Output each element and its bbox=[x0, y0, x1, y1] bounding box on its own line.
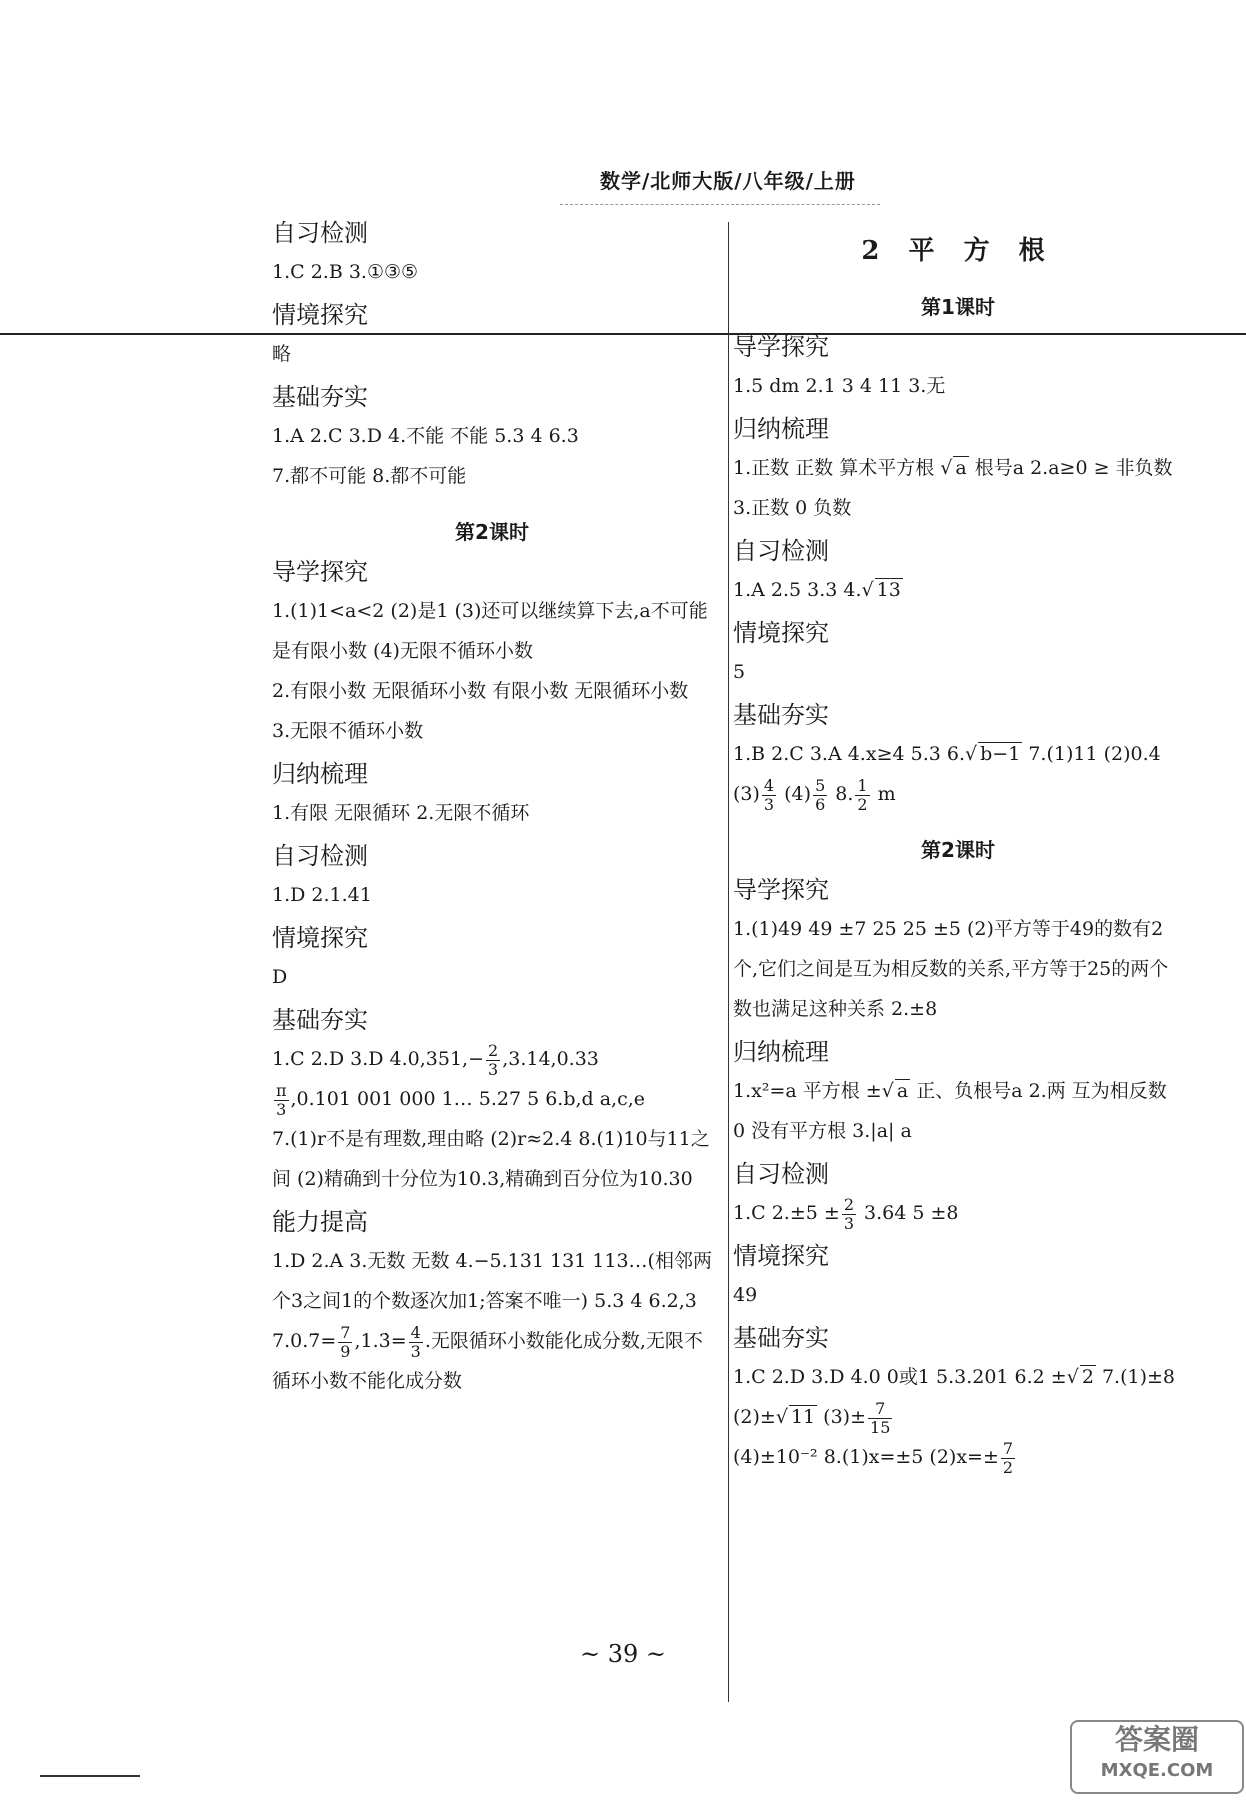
answer-line: 1.(1)1<a<2 (2)是1 (3)还可以继续算下去,a不可能是有限小数 (4)无限不循环小数 bbox=[272, 600, 708, 662]
denominator: 3 bbox=[763, 794, 775, 814]
section-title: 归纳梳理 bbox=[272, 760, 368, 788]
text-run: .无限循环小数能化成分数,无限不循环小数不能化成分数 bbox=[272, 1330, 703, 1392]
text-run: 根号a 2.a≥0 ≥ 非负数 3.正数 0 负数 bbox=[733, 457, 1173, 519]
fraction bbox=[855, 777, 869, 814]
text-run: ,1.3̇= bbox=[354, 1330, 407, 1352]
watermark-url: MXQE.COM bbox=[1100, 1760, 1214, 1781]
text-run: 7.(1)11 (2)0.4 (3) bbox=[733, 743, 1161, 805]
denominator: 3 bbox=[843, 1213, 854, 1233]
text-run: 1.x²=a 平方根 ± bbox=[733, 1080, 882, 1102]
denominator: 3 bbox=[276, 1099, 287, 1119]
denominator: 15 bbox=[870, 1417, 891, 1437]
section-title: 基础夯实 bbox=[272, 383, 368, 411]
text-run: 3.64 5 ±8 bbox=[858, 1202, 959, 1224]
watermark-logo bbox=[1070, 1720, 1244, 1794]
text-run: 1.C 2.±5 ± bbox=[733, 1202, 840, 1224]
right-column bbox=[733, 210, 1183, 1477]
answer-line: 1.x²=a 平方根 ±√ a 正、负根号a 2.两 互为相反数 0 没有平方根 3.|a| a bbox=[733, 1080, 1167, 1142]
section-title: 情境探究 bbox=[272, 301, 368, 329]
section-title: 能力提高 bbox=[272, 1208, 368, 1236]
sqrt-radicand: b−1 bbox=[980, 743, 1021, 765]
numerator: 5 bbox=[815, 775, 826, 795]
chapter-title: 2 平 方 根 bbox=[861, 236, 1055, 266]
text-run: m bbox=[871, 783, 896, 805]
answer-line: 7.(1)r不是有理数,理由略 (2)r≈2.4 8.(1)10与11之间 (2)精确到十分位为10.3,精确到百分位为10.30 bbox=[272, 1128, 710, 1190]
answer-line: 1.D 2.1.41 bbox=[272, 884, 372, 906]
section-title: 基础夯实 bbox=[272, 1006, 368, 1034]
denominator: 2 bbox=[1002, 1457, 1014, 1477]
numerator: 7 bbox=[340, 1322, 351, 1342]
header-underline bbox=[560, 204, 880, 205]
section-title: 自习检测 bbox=[733, 1160, 829, 1188]
fraction bbox=[274, 1082, 289, 1119]
section-title: 情境探究 bbox=[272, 924, 368, 952]
section-title: 导学探究 bbox=[733, 333, 829, 361]
answer-line: 1.有限 无限循环 2.无限不循环 bbox=[272, 802, 530, 824]
text-run: 1.A 2.5 3.3 4. bbox=[733, 579, 862, 601]
section-title: 情境探究 bbox=[733, 1242, 829, 1270]
answer-line bbox=[733, 1437, 1183, 1477]
numerator: 7 bbox=[1002, 1438, 1014, 1458]
text-run: 7.(1)±8 (2)± bbox=[733, 1366, 1176, 1428]
sqrt-radicand: a bbox=[955, 457, 967, 479]
denominator: 3 bbox=[488, 1059, 499, 1079]
answer-line bbox=[272, 1039, 712, 1079]
lesson-title: 第2课时 bbox=[921, 838, 995, 862]
text-run: ,0.101 001 000 1… 5.27 5 6.b,d a,c,e bbox=[290, 1088, 646, 1110]
page-header: 数学/北师大版/八年级/上册 bbox=[600, 169, 856, 193]
answer-line: 1.C 2.D 3.D 4.0 0或1 5.3.201 6.2 ±√ 2 7.(1)±8 (2)±√ 11 (3)± $\frac{7}{15}$ bbox=[733, 1366, 1176, 1437]
numerator: 4 bbox=[410, 1322, 421, 1342]
answer-line: 1.A 2.5 3.3 4.√ 13 bbox=[733, 579, 901, 601]
text-run: ,3.14,0.33 bbox=[502, 1048, 599, 1070]
text-run: 1.正数 正数 算术平方根 bbox=[733, 457, 941, 479]
answer-line: 7.都不可能 8.都不可能 bbox=[272, 465, 467, 487]
numerator: π bbox=[276, 1080, 287, 1100]
denominator: 3 bbox=[410, 1341, 421, 1361]
sqrt-radicand: 2 bbox=[1081, 1366, 1094, 1388]
answer-line bbox=[272, 1079, 712, 1119]
section-title: 归纳梳理 bbox=[733, 415, 829, 443]
answer-line: 1.C 2.B 3.①③⑤ bbox=[272, 261, 419, 283]
section-title: 基础夯实 bbox=[733, 1324, 829, 1352]
denominator: 6 bbox=[815, 794, 826, 814]
section-title: 归纳梳理 bbox=[733, 1038, 829, 1066]
answer-line: 1.5 dm 2.1 3 4 11 3.无 bbox=[733, 375, 946, 397]
watermark-text: 答案圈 bbox=[1114, 1723, 1199, 1756]
answer-line: D bbox=[272, 966, 288, 988]
text-run: (4)±10⁻² 8.(1)x=±5 (2)x=± bbox=[733, 1446, 999, 1468]
numerator: 1 bbox=[857, 775, 868, 795]
text-run: (4) bbox=[778, 783, 812, 805]
fraction bbox=[813, 777, 827, 814]
answer-line bbox=[272, 1241, 712, 1401]
column-divider bbox=[728, 222, 729, 1702]
sqrt-radicand: 11 bbox=[790, 1406, 816, 1428]
fraction bbox=[338, 1324, 352, 1361]
answer-line: 49 bbox=[733, 1284, 758, 1306]
answer-line: 略 bbox=[272, 343, 292, 365]
lesson-title: 第2课时 bbox=[455, 520, 529, 544]
text-run: 1.D 2.A 3.无数 无数 4.−5.131 131 113…(相邻两个3之间1的个数逐次加1;答案不唯一) 5.3 4 6.2,3 7.0.7̇= bbox=[272, 1250, 712, 1352]
sqrt-radicand: a bbox=[896, 1080, 909, 1102]
fraction bbox=[409, 1324, 423, 1361]
section-title: 导学探究 bbox=[733, 876, 829, 904]
numerator: 4 bbox=[763, 775, 775, 795]
left-column bbox=[272, 210, 712, 1401]
text-run: 1.C 2.D 3.D 4.0,351,− bbox=[272, 1048, 484, 1070]
section-title: 自习检测 bbox=[733, 537, 829, 565]
text-run: 1.C 2.D 3.D 4.0 0或1 5.3.201 6.2 ± bbox=[733, 1366, 1067, 1388]
answer-line: 1.正数 正数 算术平方根 √ a 根号a 2.a≥0 ≥ 非负数 3.正数 0 负数 bbox=[733, 457, 1173, 519]
numerator: 2 bbox=[843, 1194, 854, 1214]
denominator: 2 bbox=[857, 794, 868, 814]
numerator: 7 bbox=[868, 1400, 892, 1419]
section-title: 基础夯实 bbox=[733, 701, 829, 729]
text-run: 正、负根号a 2.两 互为相反数 0 没有平方根 3.|a| a bbox=[733, 1080, 1167, 1142]
page-number: ~ 39 ~ bbox=[579, 1640, 666, 1668]
answer-line bbox=[733, 1193, 1183, 1233]
denominator: 9 bbox=[340, 1341, 351, 1361]
answer-line: 2.有限小数 无限循环小数 有限小数 无限循环小数 3.无限不循环小数 bbox=[272, 680, 689, 742]
answer-line: 1.B 2.C 3.A 4.x≥4 5.3 6.√ b−1 7.(1)11 (2)0.4 (3) $\frac{4}{3}$ (4) $\frac{5}{6}$ 8. $\frac{1}{2}$ m bbox=[733, 743, 1161, 814]
numerator: 2 bbox=[488, 1040, 499, 1060]
section-title: 自习检测 bbox=[272, 842, 368, 870]
section-title: 情境探究 bbox=[733, 619, 829, 647]
fraction bbox=[486, 1042, 500, 1079]
fraction bbox=[868, 1400, 892, 1437]
text-run: 8. bbox=[829, 783, 854, 805]
fraction bbox=[762, 777, 776, 814]
text-run: 1.B 2.C 3.A 4.x≥4 5.3 6. bbox=[733, 743, 965, 765]
sqrt-radicand: 13 bbox=[876, 579, 901, 601]
lesson-title: 第1课时 bbox=[921, 295, 995, 319]
answer-line: 1.A 2.C 3.D 4.不能 不能 5.3 4 6.3 bbox=[272, 425, 579, 447]
fraction bbox=[1001, 1440, 1015, 1477]
footnote-rule bbox=[40, 1775, 140, 1777]
answer-line: 5 bbox=[733, 661, 746, 683]
section-title: 导学探究 bbox=[272, 558, 368, 586]
section-title: 自习检测 bbox=[272, 219, 368, 247]
text-run: (3)± bbox=[817, 1406, 867, 1428]
fraction bbox=[842, 1196, 856, 1233]
answer-line: 1.(1)49 49 ±7 25 25 ±5 (2)平方等于49的数有2个,它们之间是互为相反数的关系,平方等于25的两个数也满足这种关系 2.±8 bbox=[733, 918, 1169, 1020]
